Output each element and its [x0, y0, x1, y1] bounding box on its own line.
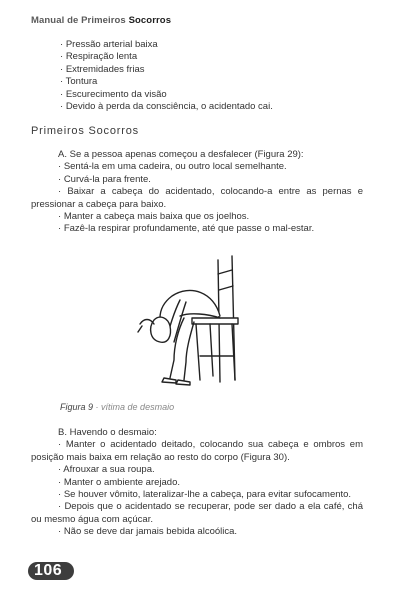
page-number-text: 106: [34, 562, 63, 579]
list-item: · Tontura: [60, 76, 273, 88]
list-item: · Manter o ambiente arejado.: [31, 477, 363, 489]
list-item: · Se houver vômito, lateralizar-lhe a cabeça, para evitar sufocamento.: [31, 489, 363, 501]
fainting-figure-illustration: [120, 252, 270, 402]
list-item: · Extremidades frias: [60, 64, 273, 76]
list-item: · Manter o acidentado deitado, colocando sua cabeça e ombros em posição mais baixa em relação ao resto do corpo (Figura 30).: [31, 439, 363, 463]
running-header: [31, 15, 171, 26]
figure-caption: [60, 402, 174, 412]
list-item: · Curvá-la para frente.: [31, 174, 363, 186]
header-suffix: Socorros: [128, 15, 172, 26]
symptom-list: [60, 39, 273, 113]
list-item: · Fazê-la respirar profundamente, até que passe o mal-estar.: [31, 223, 363, 235]
section-a-heading: A. Se a pessoa apenas começou a desfalecer (Figura 29):: [58, 149, 304, 160]
section-b-heading: B. Havendo o desmaio:: [58, 427, 157, 438]
figure-caption-text: · vítima de desmaio: [95, 402, 175, 412]
section-a: [31, 149, 363, 236]
section-b: [31, 427, 363, 539]
header-prefix: Manual de Primeiros: [31, 15, 126, 26]
list-item: · Não se deve dar jamais bebida alcoólica.: [31, 526, 363, 538]
figure-label: Figura 9: [60, 402, 94, 412]
list-item: · Afrouxar a sua roupa.: [31, 464, 363, 476]
list-item: · Manter a cabeça mais baixa que os joelhos.: [31, 211, 363, 223]
list-item: · Baixar a cabeça do acidentado, colocando-a entre as pernas e pressionar a cabeça para baixo.: [31, 186, 363, 210]
list-item: · Sentá-la em uma cadeira, ou outro local semelhante.: [31, 161, 363, 173]
section-title: Primeiros Socorros: [31, 125, 139, 137]
list-item: · Pressão arterial baixa: [60, 39, 273, 51]
list-item: · Escurecimento da visão: [60, 89, 273, 101]
list-item: · Respiração lenta: [60, 51, 273, 63]
list-item: · Devido à perda da consciência, o acidentado cai.: [60, 101, 273, 113]
list-item: · Depois que o acidentado se recuperar, pode ser dado a ela café, chá ou mesmo água com açúcar.: [31, 501, 363, 525]
